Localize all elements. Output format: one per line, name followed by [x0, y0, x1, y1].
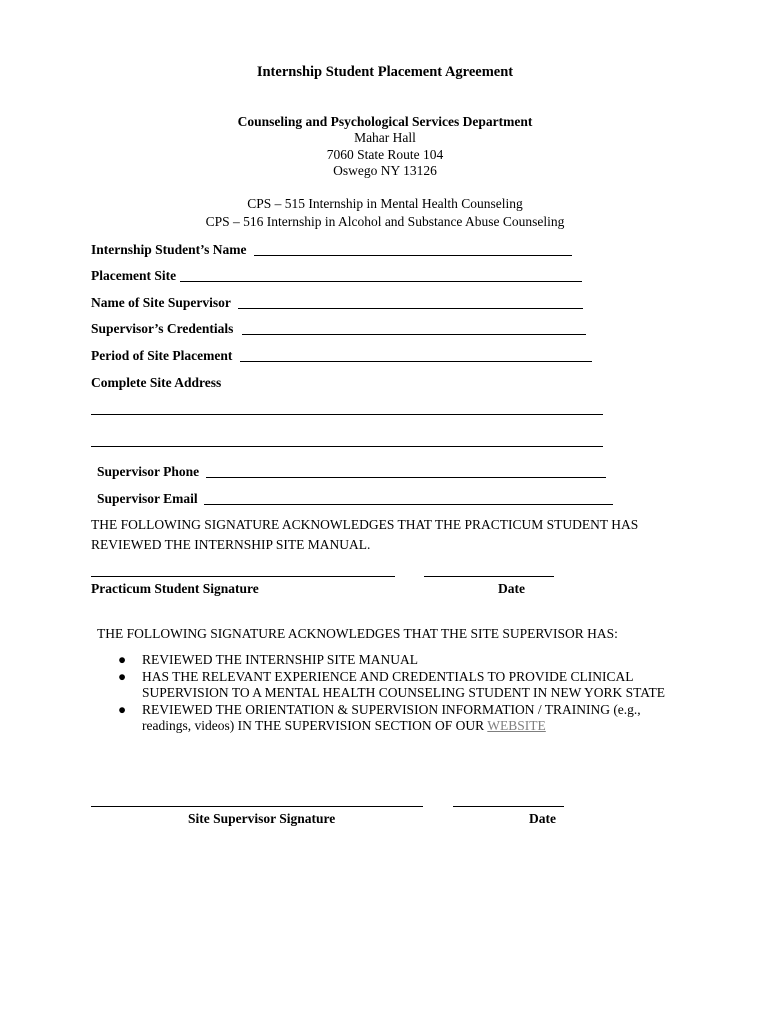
- address-line-1-field[interactable]: [91, 414, 603, 415]
- supervisor-date-field[interactable]: [453, 806, 564, 807]
- supervisor-signature-label: Site Supervisor Signature: [188, 811, 336, 826]
- course-516: CPS – 516 Internship in Alcohol and Substance Abuse Counseling: [205, 214, 565, 229]
- credentials-field[interactable]: [242, 334, 586, 335]
- student-ack-line-1: THE FOLLOWING SIGNATURE ACKNOWLEDGES THAT THE PRACTICUM STUDENT HAS: [91, 517, 639, 532]
- bullet-icon: ●: [118, 652, 127, 667]
- course-515: CPS – 515 Internship in Mental Health Counseling: [247, 196, 523, 211]
- bullet-icon: ●: [118, 668, 127, 684]
- list-item: [118, 702, 678, 735]
- period-field[interactable]: [240, 361, 592, 362]
- placement-site-field[interactable]: [180, 281, 582, 282]
- phone-field[interactable]: [206, 477, 606, 478]
- phone-label: Supervisor Phone: [97, 464, 200, 479]
- student-name-field[interactable]: [254, 255, 572, 256]
- website-link[interactable]: WEBSITE: [487, 718, 546, 733]
- student-signature-field[interactable]: [91, 576, 395, 577]
- supervisor-ack-list: [118, 652, 678, 735]
- city-state-zip: Oswego NY 13126: [333, 163, 437, 178]
- supervisor-date-label: Date: [529, 811, 556, 826]
- bullet-icon: ●: [118, 701, 127, 717]
- supervisor-signature-field[interactable]: [91, 806, 423, 807]
- list-item: [118, 652, 678, 669]
- supervisor-name-field[interactable]: [238, 308, 583, 309]
- student-date-label: Date: [498, 581, 525, 596]
- list-item-text: REVIEWED THE INTERNSHIP SITE MANUAL: [142, 652, 418, 667]
- list-item-text: REVIEWED THE ORIENTATION & SUPERVISION INFORMATION / TRAINING (e.g., readings, videos) IN THE SUPERVISION SECTION OF OUR: [142, 701, 641, 733]
- period-label: Period of Site Placement: [91, 348, 233, 363]
- list-item: [118, 669, 678, 702]
- student-name-label: Internship Student’s Name: [91, 242, 247, 257]
- street-address: 7060 State Route 104: [326, 147, 444, 162]
- student-signature-label: Practicum Student Signature: [91, 581, 259, 596]
- department-name: Counseling and Psychological Services Department: [237, 114, 533, 129]
- address-label: Complete Site Address: [91, 375, 222, 390]
- student-date-field[interactable]: [424, 576, 554, 577]
- list-item-text: HAS THE RELEVANT EXPERIENCE AND CREDENTIALS TO PROVIDE CLINICAL SUPERVISION TO A MENTAL HEALTH COUNSELING STUDENT IN NEW YORK STATE: [142, 668, 666, 700]
- email-field[interactable]: [204, 504, 613, 505]
- address-line-2-field[interactable]: [91, 446, 603, 447]
- supervisor-name-label: Name of Site Supervisor: [91, 295, 231, 310]
- credentials-label: Supervisor’s Credentials: [91, 321, 234, 336]
- placement-site-label: Placement Site: [91, 268, 177, 283]
- supervisor-ack-intro: THE FOLLOWING SIGNATURE ACKNOWLEDGES THAT THE SITE SUPERVISOR HAS:: [97, 626, 618, 641]
- building-name: Mahar Hall: [354, 130, 416, 145]
- email-label: Supervisor Email: [97, 491, 198, 506]
- page-title: Internship Student Placement Agreement: [256, 64, 514, 80]
- student-ack-line-2: REVIEWED THE INTERNSHIP SITE MANUAL.: [91, 537, 371, 552]
